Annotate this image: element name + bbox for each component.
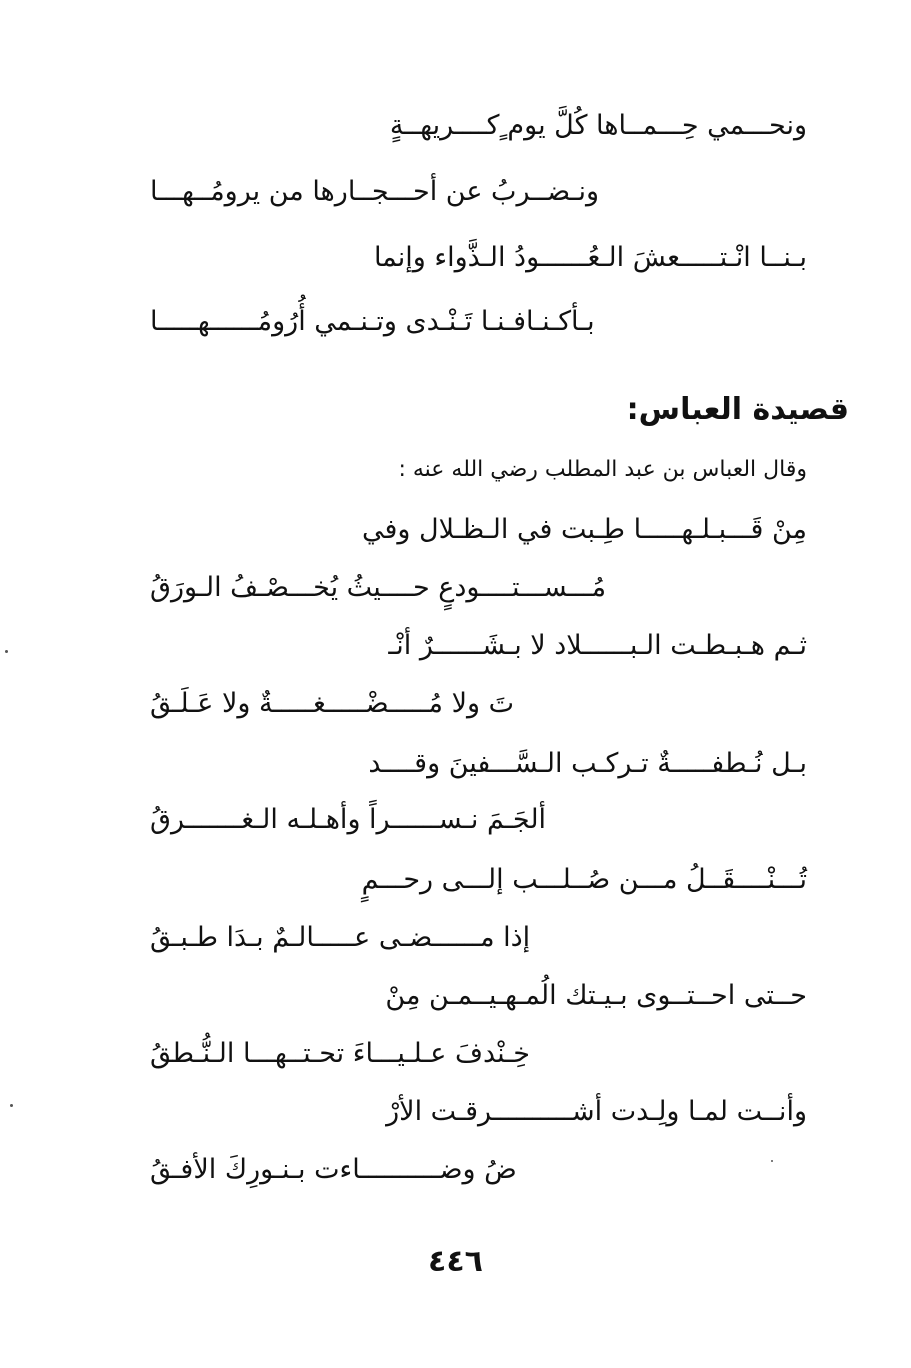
section-intro: وقال العباس بن عبد المطلب رضي الله عنه : <box>398 457 807 482</box>
scan-speck <box>5 650 8 653</box>
verse-line: تُـــنْــــقَــلُ مـــن صُــلـــب إلـــى رحـــمٍ <box>361 864 807 895</box>
verse-line: ونـضــربُ عن أحـــجــارها من يرومُــهـــا <box>150 176 600 207</box>
verse-line: بـل نُـطفـــــةٌ تـركـب الـسَّـــفينَ وقــــد <box>368 748 807 779</box>
verse-line: بـنــا انْـتـــــعشَ الـعُــــــودُ الـذَّواء وإنما <box>373 242 807 273</box>
verse-line: ضُ وضــــــــــاءت بـنـورِكَ الأفـقُ <box>150 1154 517 1185</box>
verse-line: تَ ولا مُـــــضْـــــغـــــةٌ ولا عَـلَـقُ <box>150 688 515 719</box>
verse-line: ثـم هـبـطـت الـبــــــلاد لا بـشَــــــرٌ أنْـ <box>388 630 807 661</box>
verse-line: مِنْ قَـــبـلـهـــــا طِـبت في الـظـلال وفي <box>361 514 807 545</box>
verse-line: ألجَـمَ نـســــــراً وأهـلـه الـغـــــــرقُ <box>150 804 547 835</box>
verse-line: ونحـــمي حِـــمــاها كُلَّ يوم ٍكــــريهــةٍ <box>389 110 807 141</box>
verse-line: بـأكـنـافـنـا تَـنْـدى وتـنـمي أُرُومُــــــهـــــا <box>150 306 595 337</box>
scan-speck <box>10 1104 13 1107</box>
page-number: ٤٤٦ <box>428 1244 483 1279</box>
verse-line: إذا مــــــضـى عـــــالـمٌ بـدَا طـبـقُ <box>150 922 531 953</box>
scan-speck <box>771 1160 773 1162</box>
verse-line: وأنــت لمـا ولِـدت أشــــــــــرقـت الأرْ <box>386 1096 807 1127</box>
section-heading: قصيدة العباس: <box>626 392 849 427</box>
verse-line: خِـنْدفَ عـلـيـــاءَ تحـتــهـــا الـنُّـطقُ <box>150 1038 530 1069</box>
verse-line: مُـــســـتــــودعٍ حــــيثُ يُخـــصْـفُ الـورَقُ <box>150 572 607 603</box>
verse-line: حــتى احــتــوى بـيـتك الُمـهـيــمـن مِنْ <box>385 980 807 1011</box>
